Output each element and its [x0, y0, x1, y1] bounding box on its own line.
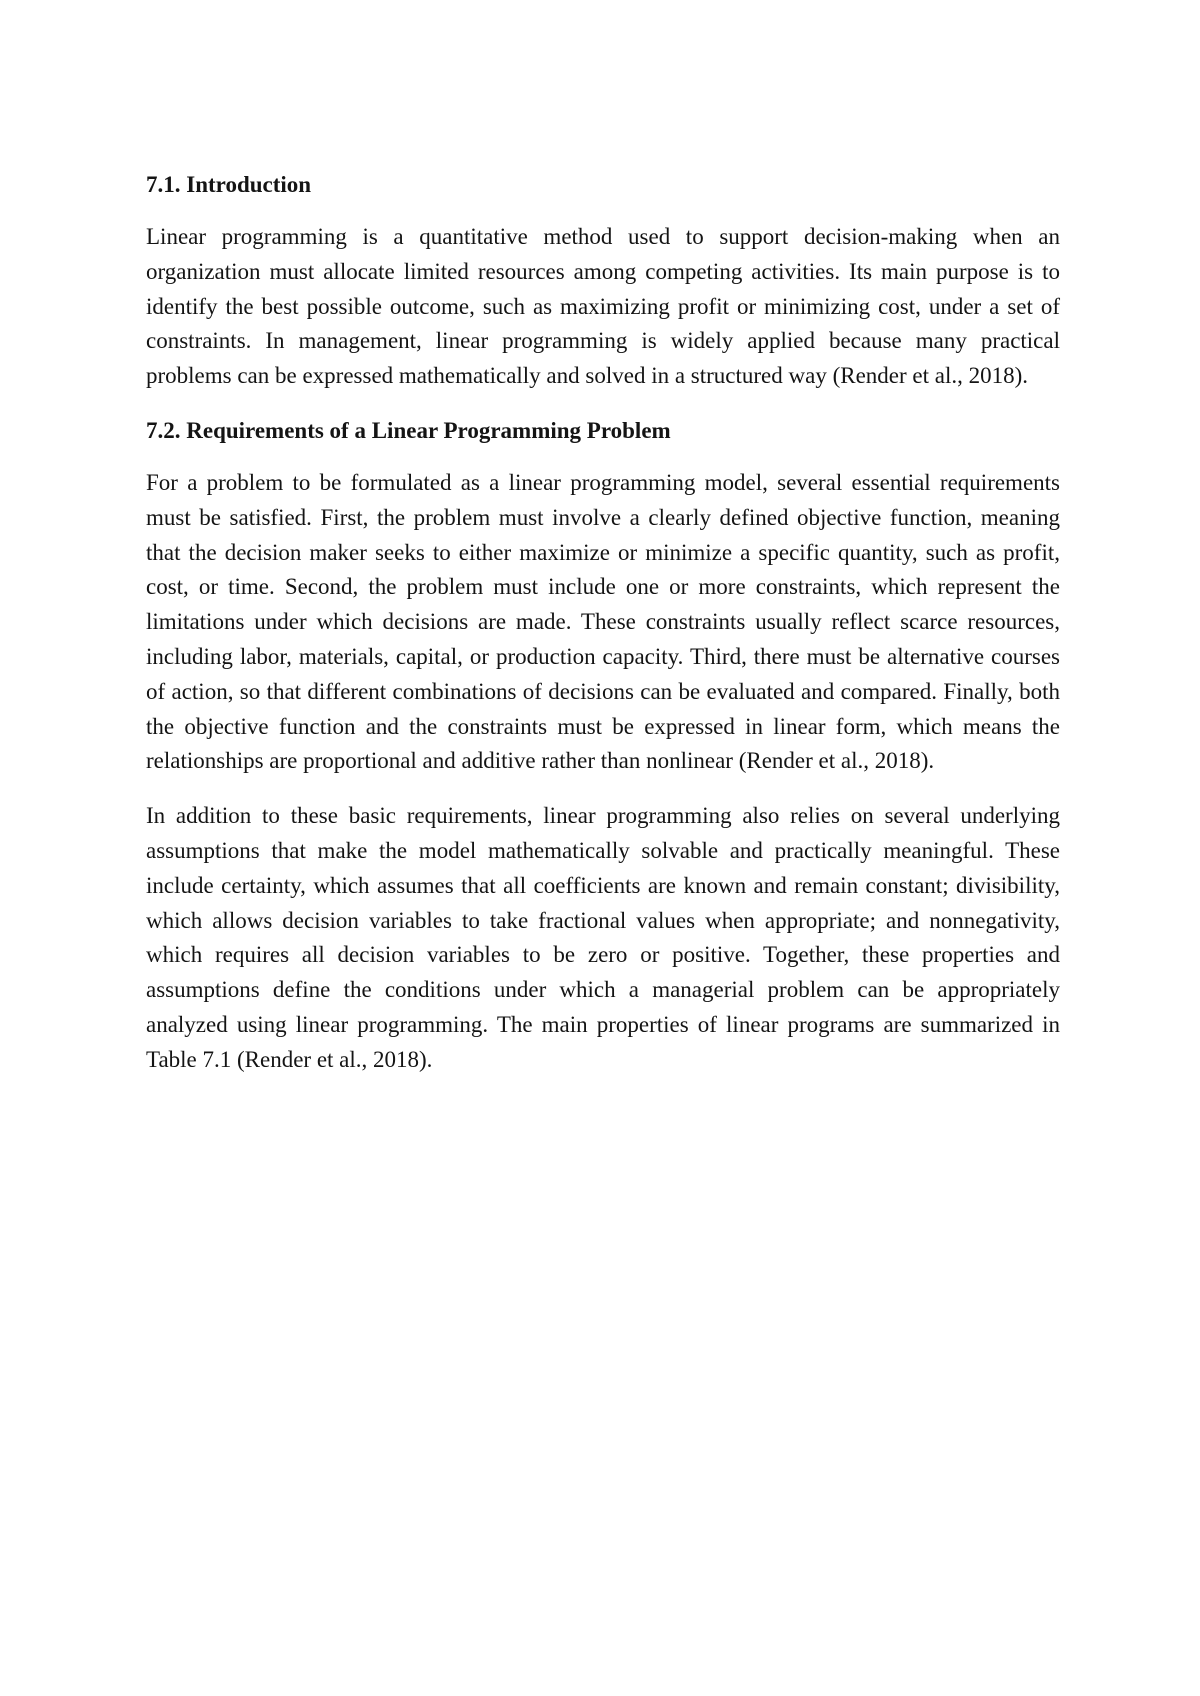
introduction-paragraph: Linear programming is a quantitative method used to support decision-making when an organization must allocate limited resources among competing activities. Its main purpose is to identify the best possible outcome, such as maximizing profit or minimizing cost, under a set of constraints. In management, linear programming is widely applied because many practical problems can be expressed mathematically and solved in a structured way (Render et al., 2018). [146, 224, 1060, 389]
section-heading-introduction: 7.1. Introduction [146, 172, 312, 197]
requirements-paragraph-1: For a problem to be formulated as a linear programming model, several essential requirements must be satisfied. First, the problem must involve a clearly defined objective function, meaning that the decision maker seeks to either maximize or minimize a specific quantity, such as profit, cost, or time. Second, the problem must include one or more constraints, which represent the limitations under which decisions are made. These constraints usually reflect scarce resources, including labor, materials, capital, or production capacity. Third, there must be alternative courses of action, so that different combinations of decisions can be evaluated and compared. Finally, both the objective function and the constraints must be expressed in linear form, which means the relationships are proportional and additive rather than nonlinear (Render et al., 2018). [146, 469, 1060, 774]
document-page [146, 168, 1060, 1078]
section-heading-requirements: 7.2. Requirements of a Linear Programming Problem [146, 417, 671, 443]
requirements-paragraph-2: In addition to these basic requirements, linear programming also relies on several underlying assumptions that make the model mathematically solvable and practically meaningful. These include certainty, which assumes that all coefficients are known and remain constant; divisibility, which allows decision variables to take fractional values when appropriate; and nonnegativity, which requires all decision variables to be zero or positive. Together, these properties and assumptions define the conditions under which a managerial problem can be appropriately analyzed using linear programming. The main properties of linear programs are summarized in Table 7.1 (Render et al., 2018). [146, 803, 1060, 1072]
